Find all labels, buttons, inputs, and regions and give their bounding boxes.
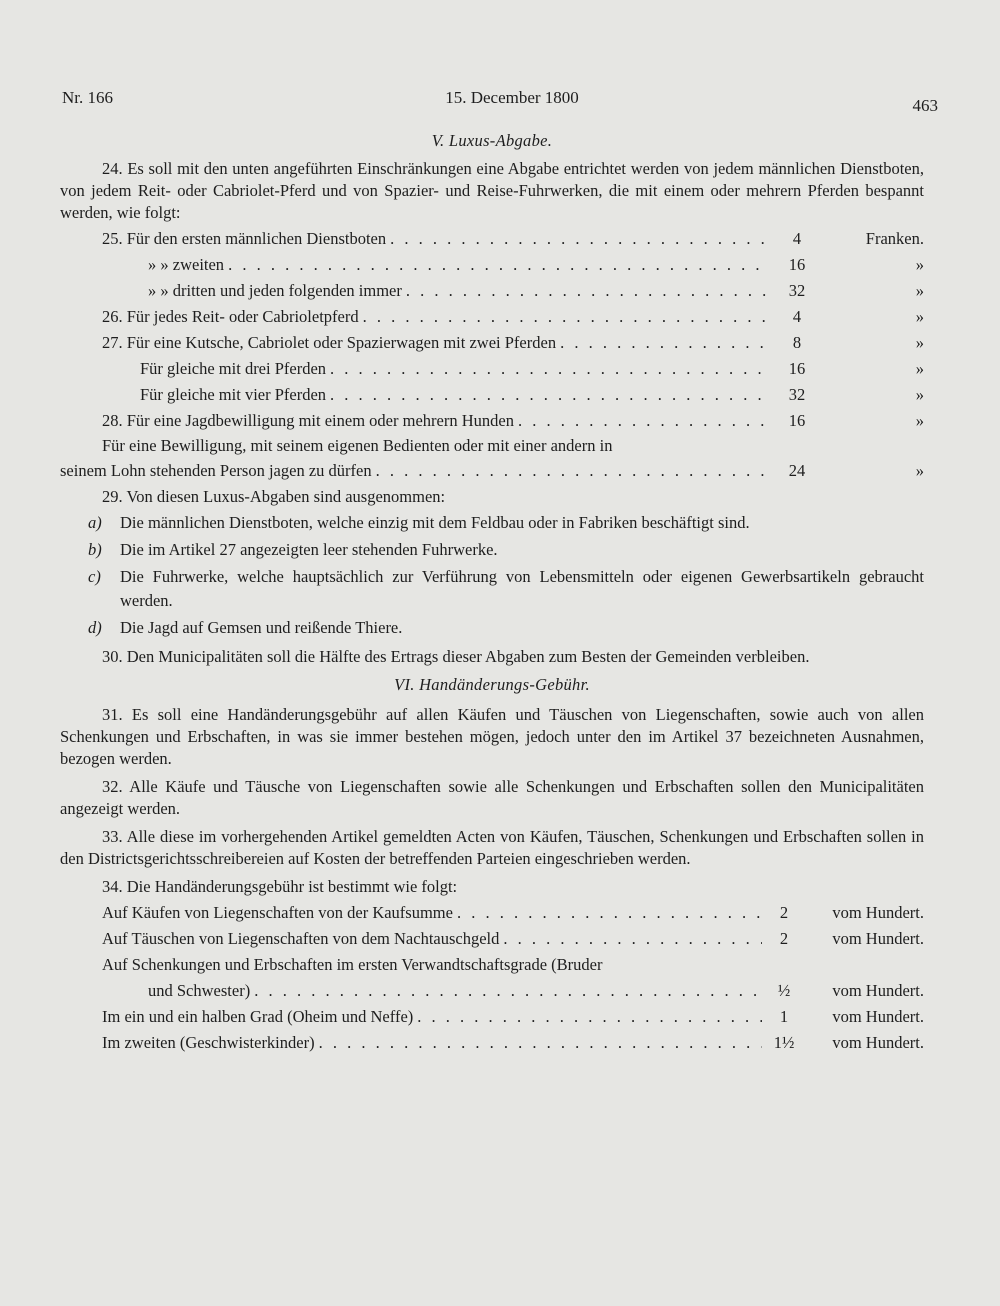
fee-rate-unit: vom Hundert. — [832, 1033, 924, 1052]
fee-rate-list — [60, 900, 924, 1056]
dot-leader — [556, 330, 770, 356]
tariff-label: 27. Für eine Kutsche, Cabriolet oder Spazierwagen mit zwei Pferden — [102, 333, 557, 352]
tariff-unit: » — [915, 281, 924, 300]
tariff-label: 25. Für den ersten männlichen Dienstboten — [102, 229, 387, 248]
article-34: 34. Die Handänderungsgebühr ist bestimmt wie folgt: — [102, 877, 458, 896]
fee-rate-value: ½ — [777, 981, 791, 1000]
tariff-amount: 8 — [792, 333, 802, 352]
page-number: 463 — [912, 96, 938, 115]
list-marker: c) — [88, 567, 101, 586]
fee-rate-unit: vom Hundert. — [832, 903, 924, 922]
fee-rate-unit: vom Hundert. — [832, 1007, 924, 1026]
fee-rate-value: 1 — [779, 1007, 789, 1026]
article-32: 32. Alle Käufe und Täusche von Liegenschaften sowie alle Schenkungen und Erbschaften sollen den Municipalitäten angezeigt werden. — [60, 777, 924, 818]
dot-leader — [326, 356, 770, 382]
fee-rate-row — [60, 900, 924, 926]
fee-rate-unit: vom Hundert. — [832, 929, 924, 948]
dot-leader — [315, 1030, 762, 1056]
tariff-unit: Franken. — [865, 229, 924, 248]
dot-leader — [372, 458, 770, 484]
tariff-label: Für gleiche mit drei Pferden — [140, 359, 327, 378]
tariff-row — [60, 382, 924, 408]
tariff-amount: 16 — [788, 411, 806, 430]
tariff-row — [60, 330, 924, 356]
list-marker: d) — [88, 618, 102, 637]
fee-rate-value: 1½ — [773, 1033, 795, 1052]
exemption-list — [60, 511, 924, 640]
tariff-label: 28. Für eine Jagdbewilligung mit einem oder mehrern Hunden — [102, 411, 514, 430]
tariff-row — [60, 226, 924, 252]
fee-rate-unit: vom Hundert. — [832, 981, 924, 1000]
section-title-luxus: V. Luxus-Abgabe. — [431, 131, 553, 150]
document-body — [60, 128, 924, 1056]
list-text: Die Fuhrwerke, welche hauptsächlich zur Verführung von Lebensmitteln oder eigenen Gewerbsartikeln gebraucht werden. — [120, 567, 924, 610]
issue-number: Nr. 166 — [62, 88, 113, 107]
dot-leader — [224, 252, 770, 278]
dot-leader — [402, 278, 770, 304]
tariff-row — [60, 408, 924, 434]
dot-leader — [453, 900, 762, 926]
fee-rate-label: Auf Käufen von Liegenschaften von der Kaufsumme — [102, 903, 453, 922]
fee-rate-row — [60, 1030, 924, 1056]
list-text: Die männlichen Dienstboten, welche einzig mit dem Feldbau oder in Fabriken beschäftigt sind. — [120, 513, 750, 532]
list-text: Die im Artikel 27 angezeigten leer stehenden Fuhrwerke. — [120, 540, 498, 559]
fee-rate-value: 2 — [779, 903, 789, 922]
tariff-amount: 4 — [792, 229, 802, 248]
issue-date: 15. December 1800 — [445, 88, 579, 107]
fee-rate-row — [60, 926, 924, 952]
tariff-amount: 4 — [792, 307, 802, 326]
list-item — [60, 565, 924, 613]
tariff-amount: 16 — [788, 255, 806, 274]
tariff-amount: 32 — [788, 385, 806, 404]
luxus-tariff-list — [60, 226, 924, 484]
tariff-unit: » — [915, 461, 924, 480]
tariff-label: 26. Für jedes Reit- oder Cabrioletpferd — [102, 307, 359, 326]
dot-leader — [499, 926, 762, 952]
tariff-unit: » — [915, 385, 924, 404]
tariff-row-hunting-line1: Für eine Bewilligung, mit seinem eigenen Bedienten oder mit einer andern in — [102, 436, 613, 455]
list-text: Die Jagd auf Gemsen und reißende Thiere. — [120, 618, 403, 637]
fee-rate-row-gift-line1: Auf Schenkungen und Erbschaften im ersten Verwandtschaftsgrade (Bruder — [102, 955, 603, 974]
dot-leader — [359, 304, 770, 330]
list-item — [60, 511, 924, 535]
article-24: 24. Es soll mit den unten angeführten Einschränkungen eine Abgabe entrichtet werden von jedem männlichen Dienstboten, von jedem Reit- oder Cabriolet-Pferd und von Spazier- und Reise-Fuhrwerken, die mit einem oder mehrern Pferden bespannt werden, wie folgt: — [60, 159, 924, 222]
fee-rate-label: und Schwester) — [148, 981, 251, 1000]
article-31: 31. Es soll eine Handänderungsgebühr auf allen Käufen und Täuschen von Liegenschaften, sowie auch von allen Schenkungen und Erbschaften, in was sie immer bestehen mögen, jedoch unter den im Artikel 37 bezeichneten Ausnahmen, bezogen werden. — [60, 705, 924, 768]
list-marker: b) — [88, 540, 102, 559]
list-marker: a) — [88, 513, 102, 532]
dot-leader — [514, 408, 770, 434]
fee-rate-label: Im zweiten (Geschwisterkinder) — [102, 1033, 315, 1052]
dot-leader — [326, 382, 770, 408]
article-29: 29. Von diesen Luxus-Abgaben sind ausgenommen: — [102, 487, 446, 506]
tariff-row — [60, 356, 924, 382]
tariff-amount: 32 — [788, 281, 806, 300]
list-item — [60, 616, 924, 640]
tariff-unit: » — [915, 359, 924, 378]
dot-leader — [250, 978, 762, 1004]
tariff-amount: 16 — [788, 359, 806, 378]
tariff-unit: » — [915, 333, 924, 352]
page-header — [62, 88, 938, 116]
fee-rate-label: Im ein und ein halben Grad (Oheim und Neffe) — [102, 1007, 414, 1026]
tariff-unit: » — [915, 411, 924, 430]
tariff-amount: 24 — [788, 461, 806, 480]
tariff-label: » » dritten und jeden folgenden immer — [148, 281, 402, 300]
section-title-handaenderung: VI. Handänderungs-Gebühr. — [394, 675, 590, 694]
dot-leader — [386, 226, 770, 252]
tariff-unit: » — [915, 307, 924, 326]
fee-rate-row — [60, 1004, 924, 1030]
article-33: 33. Alle diese im vorhergehenden Artikel gemeldten Acten von Käufen, Täuschen, Schenkungen und Erbschaften sollen in den Districtsgerichtsschreibereien auf Kosten der betreffenden Parteien eingeschrieben werden. — [60, 827, 924, 868]
tariff-unit: » — [915, 255, 924, 274]
tariff-label: seinem Lohn stehenden Person jagen zu dürfen — [60, 461, 372, 480]
dot-leader — [413, 1004, 762, 1030]
tariff-row — [60, 458, 924, 484]
tariff-label: Für gleiche mit vier Pferden — [140, 385, 327, 404]
tariff-row — [60, 304, 924, 330]
tariff-row — [60, 278, 924, 304]
list-item — [60, 538, 924, 562]
tariff-row — [60, 252, 924, 278]
fee-rate-row — [60, 978, 924, 1004]
fee-rate-label: Auf Täuschen von Liegenschaften von dem Nachtauschgeld — [102, 929, 500, 948]
tariff-label: » » zweiten — [148, 255, 225, 274]
fee-rate-value: 2 — [779, 929, 789, 948]
article-30: 30. Den Municipalitäten soll die Hälfte des Ertrags dieser Abgaben zum Besten der Gemeinden verbleiben. — [102, 647, 810, 666]
